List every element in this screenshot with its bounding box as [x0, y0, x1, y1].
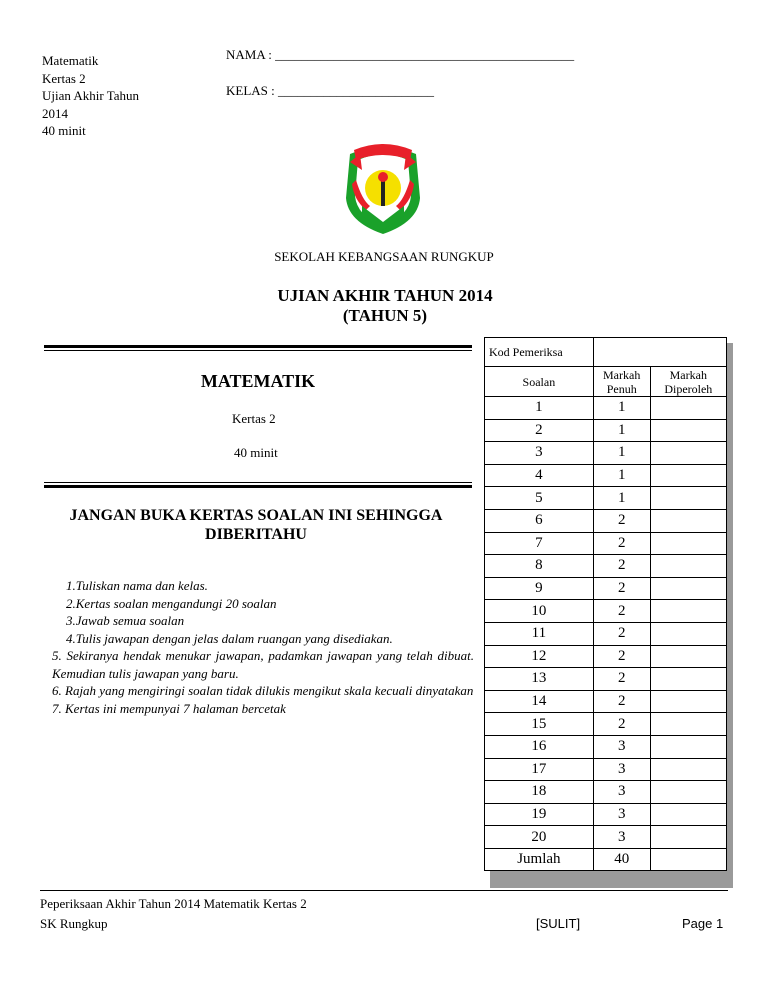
divider [44, 482, 472, 483]
full-marks: 1 [593, 464, 650, 487]
paper-info-line: Ujian Akhir Tahun [42, 88, 140, 103]
full-marks: 3 [593, 803, 650, 826]
table-row [485, 781, 727, 804]
footer-exam-name: Peperiksaan Akhir Tahun 2014 Matematik Kertas 2 [40, 896, 307, 911]
classification-label: [SULIT] [536, 916, 581, 931]
table-row [485, 555, 727, 578]
obtained-marks-cell[interactable] [650, 803, 726, 826]
question-number: 9 [485, 577, 594, 600]
examiner-code-label: Kod Pemeriksa [485, 338, 594, 367]
table-row [485, 758, 727, 781]
question-number: 7 [485, 532, 594, 555]
paper-info-line: 2014 [42, 105, 68, 121]
total-label: Jumlah [485, 848, 594, 871]
warning-notice: JANGAN BUKA KERTAS SOALAN INI SEHINGGA DIBERITAHU [69, 507, 443, 543]
col-header-soalan: Soalan [485, 367, 594, 397]
instruction-item: 7. Kertas ini mempunyai 7 halaman bercetak [52, 700, 286, 716]
paper-info-line: Matematik [42, 53, 99, 68]
question-number: 17 [485, 758, 594, 781]
examiner-code-field[interactable] [593, 338, 726, 367]
question-number: 13 [485, 668, 594, 691]
obtained-marks-cell[interactable] [650, 668, 726, 691]
instruction-item: 2.Kertas soalan mengandungi 20 soalan [66, 595, 277, 611]
obtained-marks-cell[interactable] [650, 464, 726, 487]
table-row [485, 826, 727, 849]
name-field: NAMA : ______________________________________________ [226, 47, 575, 62]
obtained-marks-cell[interactable] [650, 509, 726, 532]
obtained-marks-cell[interactable] [650, 600, 726, 623]
col-header-markah-penuh: Markah Penuh [593, 367, 650, 397]
obtained-marks-cell[interactable] [650, 555, 726, 578]
question-number: 11 [485, 622, 594, 645]
divider [44, 345, 472, 348]
full-marks: 3 [593, 826, 650, 849]
question-number: 14 [485, 690, 594, 713]
obtained-marks-cell[interactable] [650, 735, 726, 758]
obtained-marks-cell[interactable] [650, 781, 726, 804]
full-marks: 2 [593, 600, 650, 623]
full-marks: 3 [593, 781, 650, 804]
paper-info-line: 40 minit [42, 123, 86, 138]
obtained-marks-cell[interactable] [650, 826, 726, 849]
instructions-list [52, 577, 474, 717]
table-row [485, 532, 727, 555]
obtained-marks-cell[interactable] [650, 442, 726, 465]
full-marks: 1 [593, 487, 650, 510]
paper-info-block [42, 52, 182, 140]
table-row [485, 735, 727, 758]
divider [44, 350, 472, 351]
table-row [485, 487, 727, 510]
obtained-marks-cell[interactable] [650, 577, 726, 600]
full-marks: 2 [593, 532, 650, 555]
instruction-item: 1.Tuliskan nama dan kelas. [66, 578, 208, 593]
instruction-item: 3.Jawab semua soalan [66, 613, 185, 628]
full-marks: 2 [593, 690, 650, 713]
page-number: Page 1 [682, 916, 724, 931]
question-number: 5 [485, 487, 594, 510]
obtained-marks-cell[interactable] [650, 419, 726, 442]
full-marks: 1 [593, 442, 650, 465]
subject-title: MATEMATIK [200, 371, 316, 391]
instruction-item: 6. Rajah yang mengiringi soalan tidak dilukis mengikut skala kecuali dinyatakan [52, 683, 474, 698]
total-obtained-cell[interactable] [650, 848, 726, 871]
question-number: 18 [485, 781, 594, 804]
full-marks: 2 [593, 622, 650, 645]
divider [44, 485, 472, 488]
marks-table-container [484, 337, 727, 871]
school-crest-logo [340, 140, 426, 236]
duration-label: 40 minit [234, 445, 278, 460]
question-number: 8 [485, 555, 594, 578]
table-row [485, 622, 727, 645]
full-marks: 2 [593, 713, 650, 736]
question-number: 20 [485, 826, 594, 849]
question-number: 2 [485, 419, 594, 442]
question-number: 1 [485, 397, 594, 420]
table-row [485, 397, 727, 420]
table-row [485, 464, 727, 487]
exam-year-level: (TAHUN 5) [342, 306, 428, 325]
instruction-item: 5. Sekiranya hendak menukar jawapan, padamkan jawapan yang telah dibuat. Kemudian tulis jawapan yang baru. [52, 648, 474, 681]
full-marks: 1 [593, 397, 650, 420]
footer-divider [40, 890, 728, 891]
question-number: 10 [485, 600, 594, 623]
obtained-marks-cell[interactable] [650, 532, 726, 555]
full-marks: 2 [593, 555, 650, 578]
class-field: KELAS : ________________________ [226, 83, 434, 98]
table-row [485, 645, 727, 668]
table-row [485, 419, 727, 442]
total-full-marks: 40 [593, 848, 650, 871]
full-marks: 3 [593, 735, 650, 758]
full-marks: 2 [593, 577, 650, 600]
full-marks: 2 [593, 668, 650, 691]
full-marks: 1 [593, 419, 650, 442]
marks-table [484, 337, 727, 871]
question-number: 4 [485, 464, 594, 487]
full-marks: 2 [593, 509, 650, 532]
question-number: 12 [485, 645, 594, 668]
table-row [485, 442, 727, 465]
table-row [485, 690, 727, 713]
col-header-markah-diperoleh: Markah Diperoleh [650, 367, 726, 397]
total-row [485, 848, 727, 871]
footer-school: SK Rungkup [40, 916, 108, 931]
full-marks: 2 [593, 645, 650, 668]
full-marks: 3 [593, 758, 650, 781]
table-row [485, 713, 727, 736]
table-row [485, 338, 727, 367]
question-number: 19 [485, 803, 594, 826]
table-row [485, 600, 727, 623]
table-row [485, 803, 727, 826]
table-row [485, 668, 727, 691]
exam-title: UJIAN AKHIR TAHUN 2014 [277, 286, 493, 305]
school-name: SEKOLAH KEBANGSAAN RUNGKUP [274, 249, 494, 264]
table-row [485, 367, 727, 397]
obtained-marks-cell[interactable] [650, 487, 726, 510]
question-number: 16 [485, 735, 594, 758]
question-number: 3 [485, 442, 594, 465]
obtained-marks-cell[interactable] [650, 622, 726, 645]
table-row [485, 509, 727, 532]
table-row [485, 577, 727, 600]
obtained-marks-cell[interactable] [650, 397, 726, 420]
question-number: 15 [485, 713, 594, 736]
obtained-marks-cell[interactable] [650, 645, 726, 668]
obtained-marks-cell[interactable] [650, 758, 726, 781]
obtained-marks-cell[interactable] [650, 713, 726, 736]
paper-label: Kertas 2 [232, 411, 276, 426]
obtained-marks-cell[interactable] [650, 690, 726, 713]
paper-info-line: Kertas 2 [42, 70, 86, 86]
instruction-item: 4.Tulis jawapan dengan jelas dalam ruangan yang disediakan. [66, 630, 393, 646]
question-number: 6 [485, 509, 594, 532]
